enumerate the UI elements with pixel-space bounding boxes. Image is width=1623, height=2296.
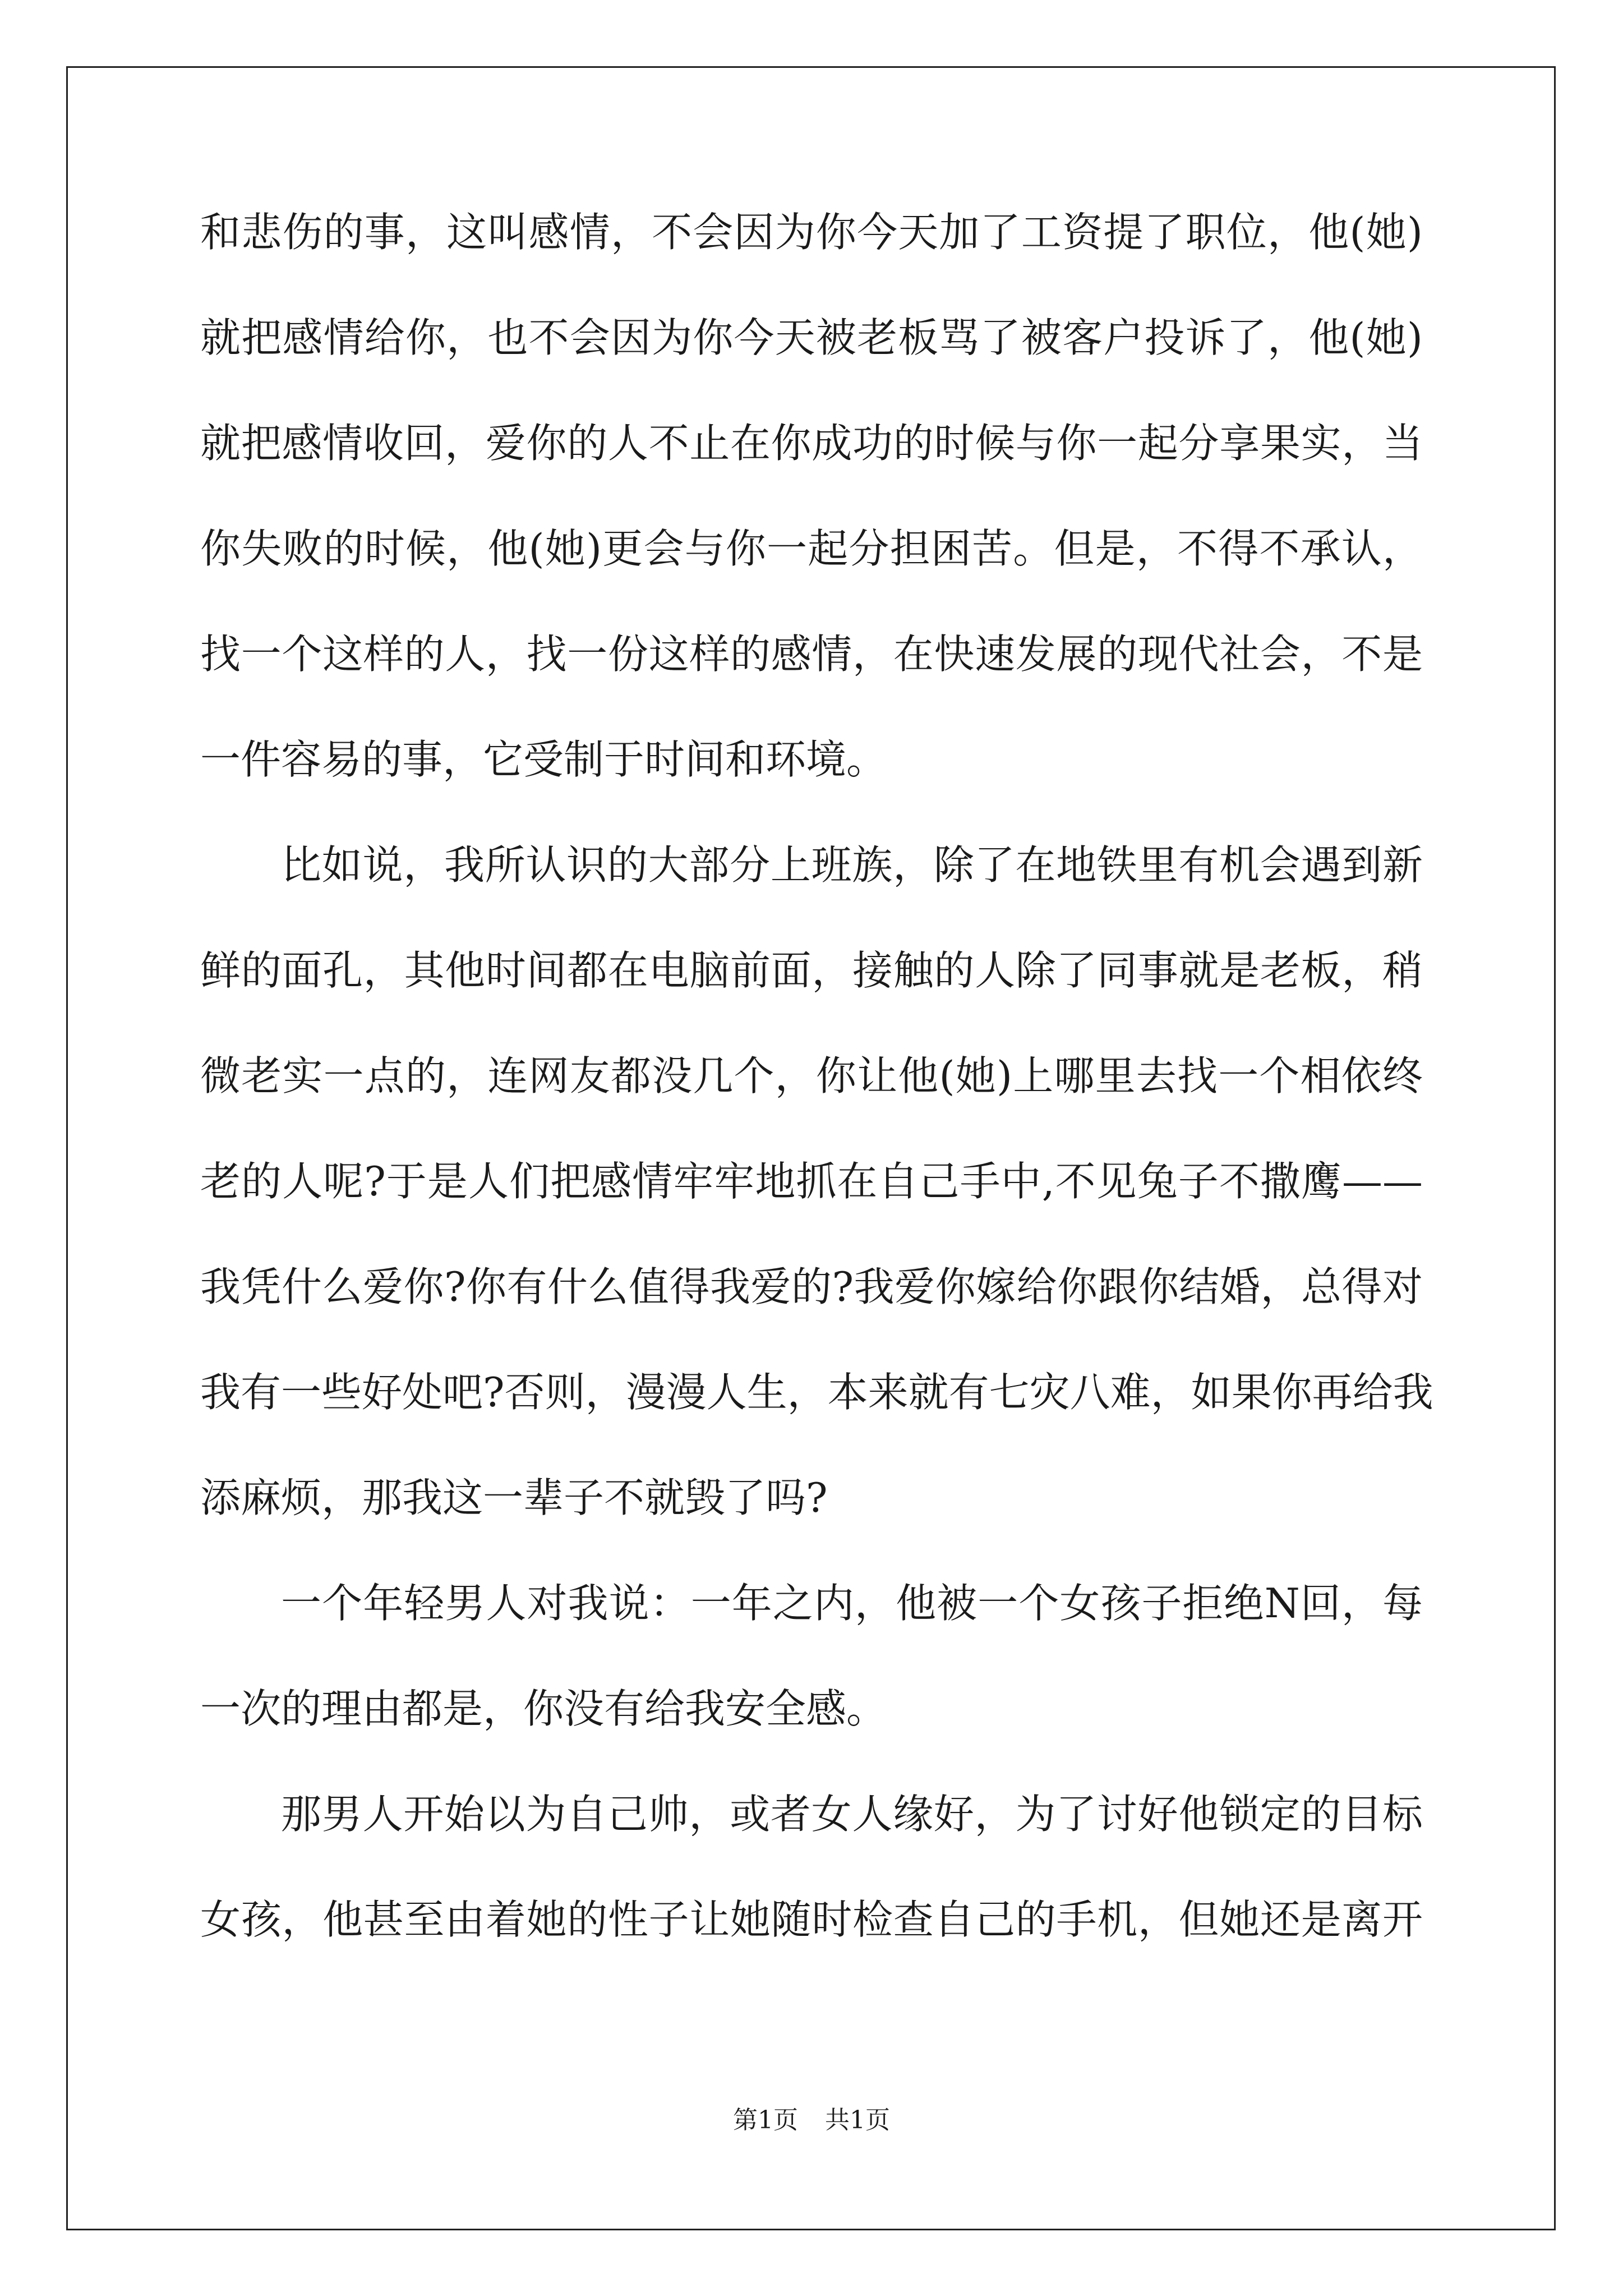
paragraph-start-line: 比如说，我所认识的大部分上班族，除了在地铁里有机会遇到新 bbox=[281, 841, 1423, 889]
page-number-total: 共1页 bbox=[825, 2106, 890, 2134]
body-line: 就把感情收回，爱你的人不止在你成功的时候与你一起分享果实，当 bbox=[200, 420, 1423, 467]
body-line: 你失败的时候，他(她)更会与你一起分担困苦。但是，不得不承认， bbox=[200, 525, 1423, 572]
page-footer bbox=[0, 2104, 1623, 2137]
paragraph-start-line: 一个年轻男人对我说：一年之内，他被一个女孩子拒绝N回，每 bbox=[281, 1580, 1423, 1627]
body-line: 一次的理由都是，你没有给我安全感。 bbox=[200, 1685, 887, 1732]
body-line: 老的人呢?于是人们把感情牢牢地抓在自己手中,不见兔子不撒鹰—— bbox=[200, 1158, 1423, 1205]
body-line: 鲜的面孔，其他时间都在电脑前面，接触的人除了同事就是老板，稍 bbox=[200, 947, 1423, 994]
body-line: 找一个这样的人，找一份这样的感情，在快速发展的现代社会，不是 bbox=[200, 631, 1423, 678]
body-line: 微老实一点的，连网友都没几个，你让他(她)上哪里去找一个相依终 bbox=[200, 1052, 1423, 1099]
paragraph-start-line: 那男人开始以为自己帅，或者女人缘好，为了讨好他锁定的目标 bbox=[281, 1791, 1423, 1838]
body-line: 我凭什么爱你?你有什么值得我爱的?我爱你嫁给你跟你结婚，总得对 bbox=[200, 1263, 1423, 1310]
body-line: 我有一些好处吧?否则，漫漫人生，本来就有七灾八难，如果你再给我 bbox=[200, 1369, 1433, 1416]
body-line: 女孩，他甚至由着她的性子让她随时检查自己的手机，但她还是离开 bbox=[200, 1896, 1423, 1943]
body-line: 就把感情给你，也不会因为你今天被老板骂了被客户投诉了，他(她) bbox=[200, 314, 1423, 361]
body-line: 一件容易的事，它受制于时间和环境。 bbox=[200, 736, 887, 783]
body-line: 添麻烦，那我这一辈子不就毁了吗? bbox=[200, 1474, 828, 1521]
body-line: 和悲伤的事，这叫感情，不会因为你今天加了工资提了职位，他(她) bbox=[200, 209, 1423, 256]
page-number-current: 第1页 bbox=[733, 2106, 798, 2134]
